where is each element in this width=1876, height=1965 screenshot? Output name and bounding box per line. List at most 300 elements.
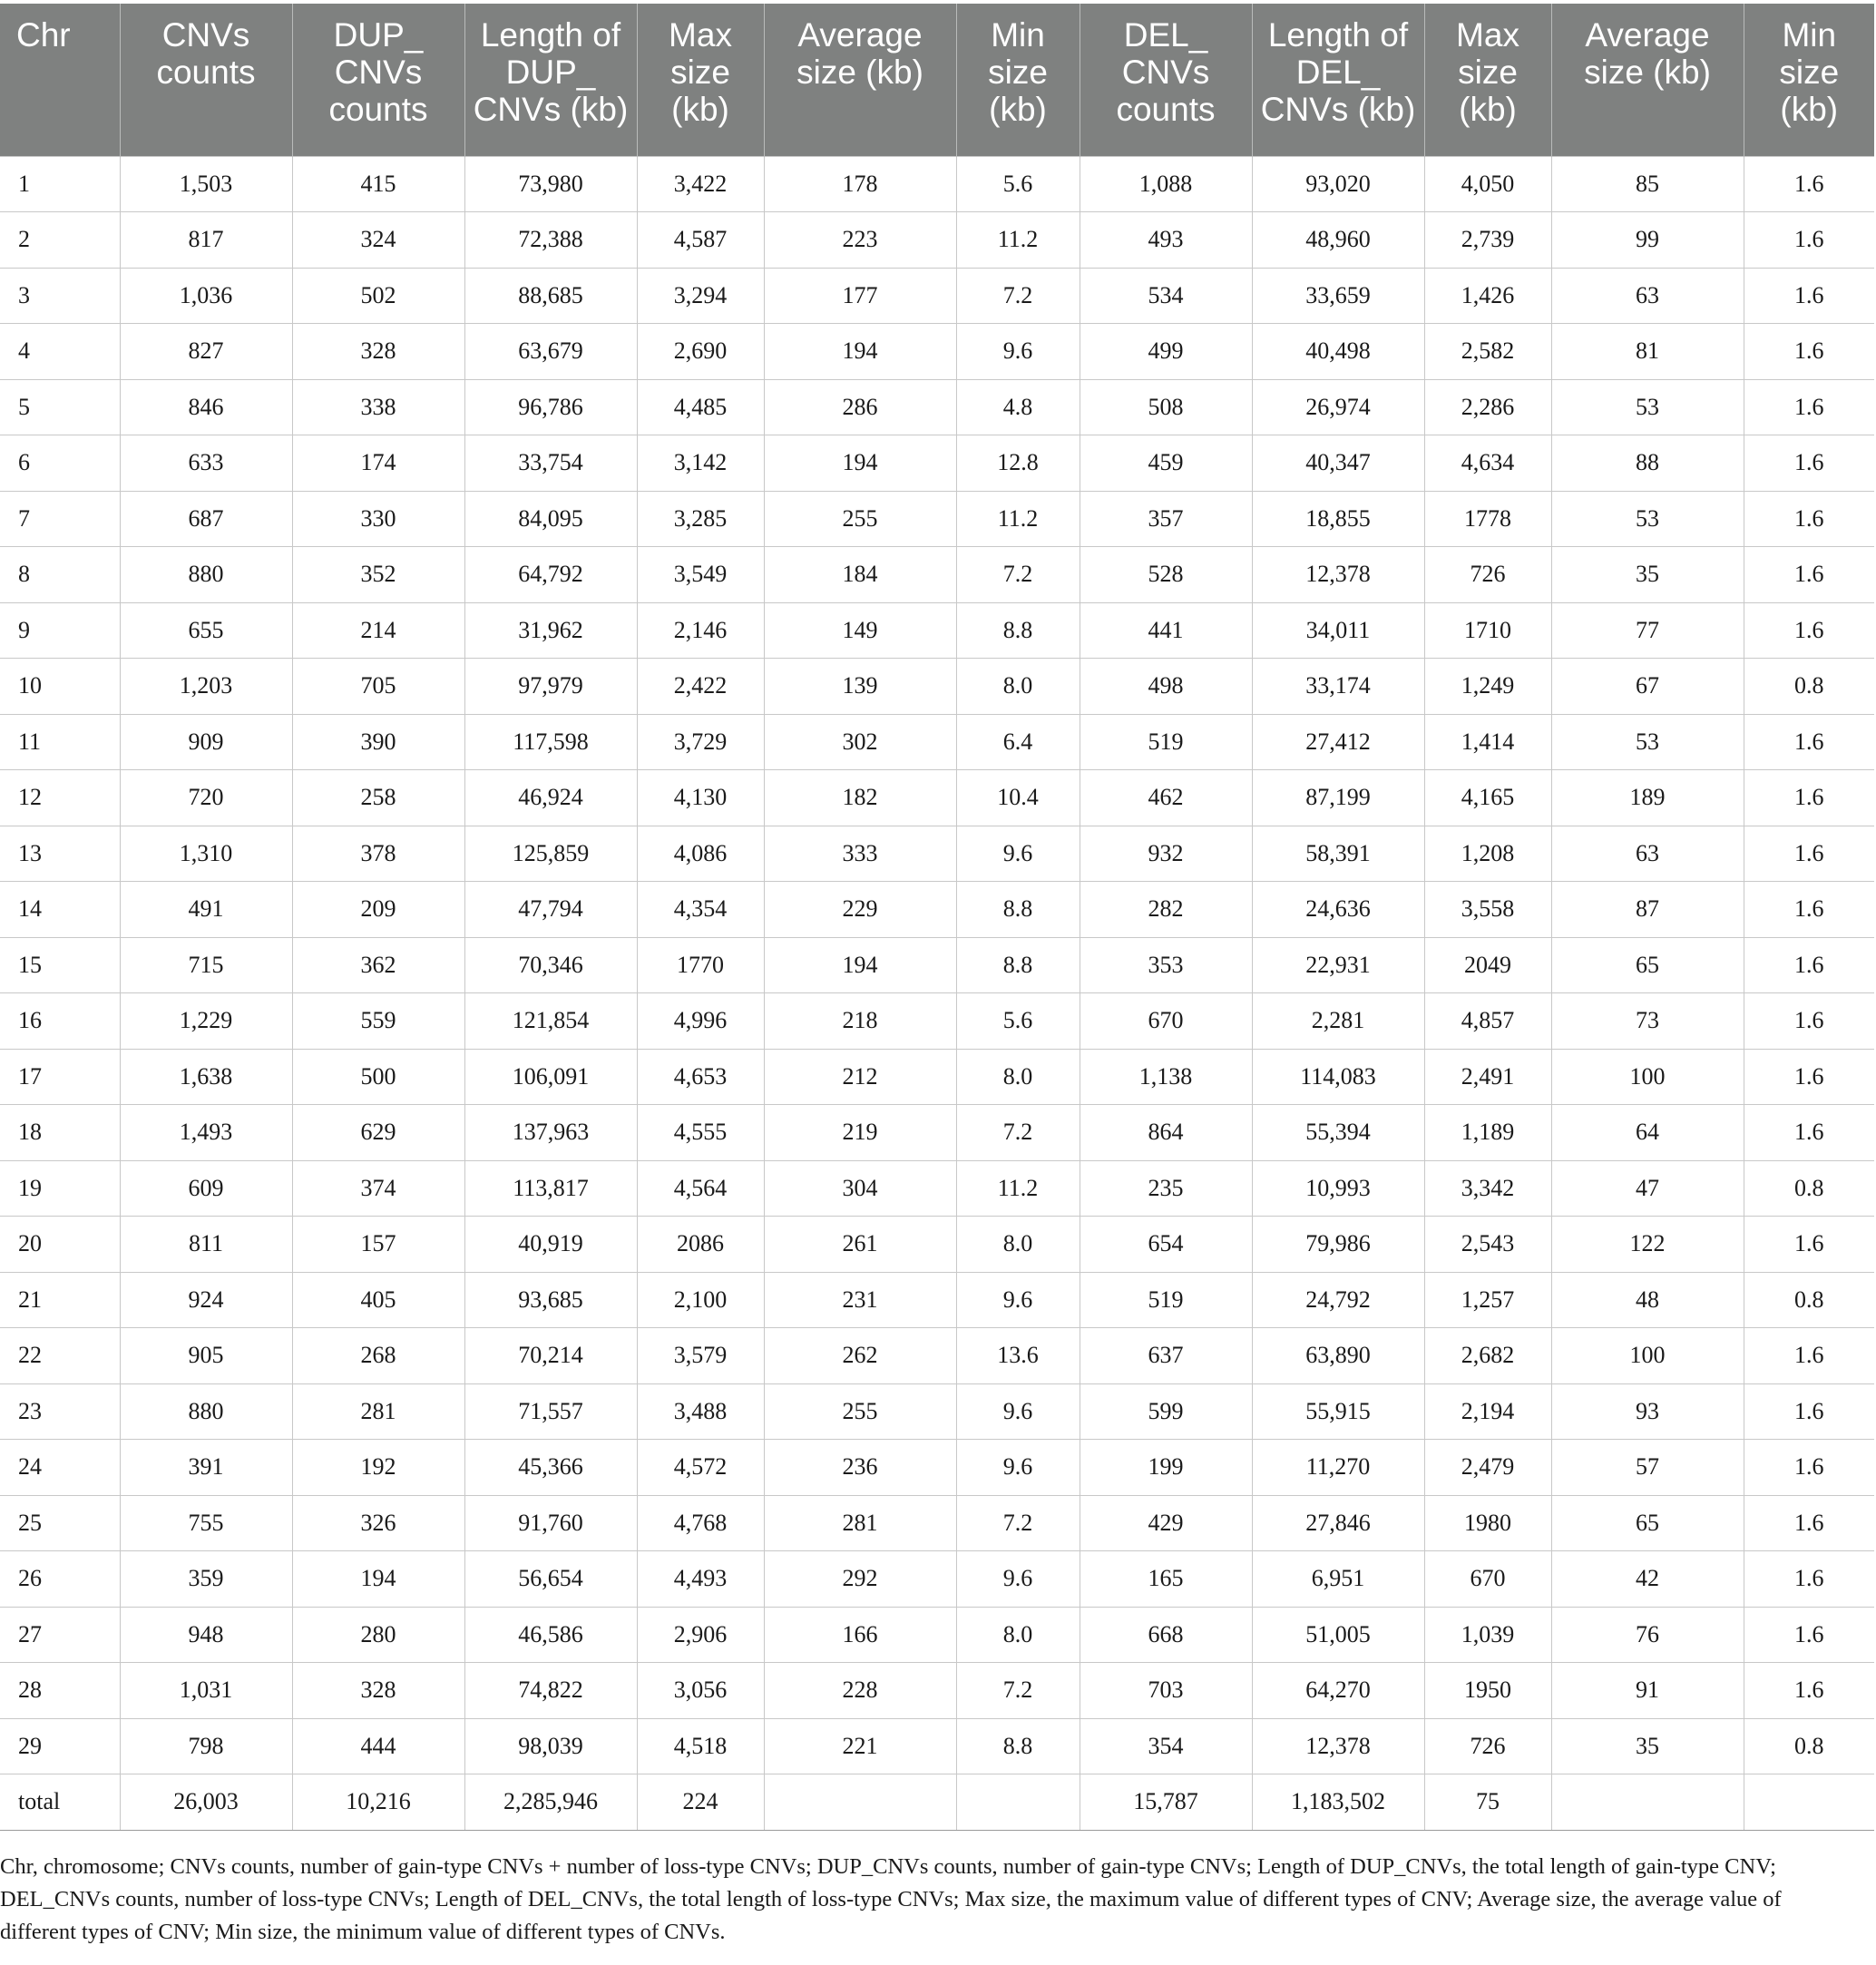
table-row	[0, 1328, 1874, 1384]
chromosome-cell: 5	[0, 379, 120, 435]
table-cell: 15,787	[1080, 1774, 1252, 1831]
chromosome-cell: 13	[0, 826, 120, 882]
table-row	[0, 602, 1874, 659]
table-cell: 948	[120, 1607, 292, 1663]
chromosome-cell: 25	[0, 1495, 120, 1551]
table-cell: 528	[1080, 547, 1252, 603]
table-cell: 189	[1551, 770, 1744, 826]
chromosome-cell: 12	[0, 770, 120, 826]
table-cell: 236	[764, 1440, 956, 1496]
table-row	[0, 714, 1874, 770]
table-cell: 5.6	[956, 993, 1080, 1050]
table-cell: 57	[1551, 1440, 1744, 1496]
column-header: Chr	[0, 4, 120, 156]
table-cell: 91	[1551, 1663, 1744, 1719]
table-row	[0, 1663, 1874, 1719]
table-cell: 880	[120, 547, 292, 603]
table-cell: 18,855	[1252, 491, 1424, 547]
chromosome-cell: 20	[0, 1217, 120, 1273]
table-cell: 302	[764, 714, 956, 770]
table-cell: 0.8	[1744, 1718, 1874, 1774]
table-cell: 149	[764, 602, 956, 659]
chromosome-cell: 29	[0, 1718, 120, 1774]
cnv-summary-table-container	[0, 4, 1876, 1831]
table-cell: 40,919	[464, 1217, 637, 1273]
table-cell: 508	[1080, 379, 1252, 435]
table-cell: 353	[1080, 937, 1252, 993]
table-body	[0, 156, 1874, 1830]
column-header: Min size (kb)	[1744, 4, 1874, 156]
table-cell: 70,214	[464, 1328, 637, 1384]
table-cell: 53	[1551, 491, 1744, 547]
table-cell: 268	[292, 1328, 464, 1384]
table-cell: 4,653	[637, 1049, 764, 1105]
table-cell: 3,579	[637, 1328, 764, 1384]
table-row	[0, 379, 1874, 435]
table-cell: 715	[120, 937, 292, 993]
table-cell: 122	[1551, 1217, 1744, 1273]
table-cell: 96,786	[464, 379, 637, 435]
table-cell: 362	[292, 937, 464, 993]
table-cell: 441	[1080, 602, 1252, 659]
table-cell: 333	[764, 826, 956, 882]
table-row	[0, 268, 1874, 324]
table-cell: 4,572	[637, 1440, 764, 1496]
table-cell: 48	[1551, 1272, 1744, 1328]
table-cell: 2,286	[1424, 379, 1551, 435]
table-cell: 2,285,946	[464, 1774, 637, 1831]
table-cell: 668	[1080, 1607, 1252, 1663]
table-cell: 10,993	[1252, 1160, 1424, 1217]
table-cell: 166	[764, 1607, 956, 1663]
table-cell: 1,203	[120, 659, 292, 715]
table-cell: 811	[120, 1217, 292, 1273]
table-cell: 7.2	[956, 1105, 1080, 1161]
table-cell: 13.6	[956, 1328, 1080, 1384]
table-cell: 184	[764, 547, 956, 603]
table-cell: 97,979	[464, 659, 637, 715]
table-cell: 93	[1551, 1383, 1744, 1440]
table-cell: 609	[120, 1160, 292, 1217]
table-cell: 6,951	[1252, 1551, 1424, 1608]
table-cell: 534	[1080, 268, 1252, 324]
table-row	[0, 1607, 1874, 1663]
table-cell: 2,491	[1424, 1049, 1551, 1105]
table-cell: 1,088	[1080, 156, 1252, 212]
table-cell: 281	[292, 1383, 464, 1440]
table-cell: 462	[1080, 770, 1252, 826]
table-cell: 174	[292, 435, 464, 492]
table-cell: 909	[120, 714, 292, 770]
table-cell: 3,558	[1424, 882, 1551, 938]
table-cell: 1,638	[120, 1049, 292, 1105]
table-cell: 491	[120, 882, 292, 938]
table-cell: 498	[1080, 659, 1252, 715]
table-cell: 378	[292, 826, 464, 882]
table-cell: 755	[120, 1495, 292, 1551]
table-cell: 33,659	[1252, 268, 1424, 324]
table-cell: 8.8	[956, 882, 1080, 938]
table-cell: 1.6	[1744, 435, 1874, 492]
table-cell: 194	[764, 435, 956, 492]
table-row	[0, 1551, 1874, 1608]
table-cell: 8.0	[956, 1607, 1080, 1663]
chromosome-cell: 6	[0, 435, 120, 492]
table-cell: 178	[764, 156, 956, 212]
table-cell: 235	[1080, 1160, 1252, 1217]
table-cell: 34,011	[1252, 602, 1424, 659]
table-cell: 1,229	[120, 993, 292, 1050]
table-cell: 51,005	[1252, 1607, 1424, 1663]
chromosome-cell: 10	[0, 659, 120, 715]
table-cell: 261	[764, 1217, 956, 1273]
table-cell: 8.0	[956, 1217, 1080, 1273]
table-cell: 1,138	[1080, 1049, 1252, 1105]
table-cell: 2,100	[637, 1272, 764, 1328]
table-cell: 139	[764, 659, 956, 715]
table-row	[0, 435, 1874, 492]
table-cell: 4,518	[637, 1718, 764, 1774]
table-cell: 798	[120, 1718, 292, 1774]
table-cell: 4,354	[637, 882, 764, 938]
table-cell: 1.6	[1744, 714, 1874, 770]
table-row	[0, 212, 1874, 269]
table-cell: 24,792	[1252, 1272, 1424, 1328]
chromosome-cell: 17	[0, 1049, 120, 1105]
chromosome-cell: 24	[0, 1440, 120, 1496]
chromosome-cell: 27	[0, 1607, 120, 1663]
table-cell: 223	[764, 212, 956, 269]
table-cell: 209	[292, 882, 464, 938]
table-cell: 500	[292, 1049, 464, 1105]
table-row	[0, 770, 1874, 826]
table-cell: 12,378	[1252, 1718, 1424, 1774]
table-cell: 1.6	[1744, 212, 1874, 269]
table-cell: 415	[292, 156, 464, 212]
table-cell: 0.8	[1744, 1272, 1874, 1328]
table-cell: 9.6	[956, 1440, 1080, 1496]
table-cell: 214	[292, 602, 464, 659]
table-cell: 4,050	[1424, 156, 1551, 212]
chromosome-cell: 1	[0, 156, 120, 212]
table-cell: 33,754	[464, 435, 637, 492]
table-cell: 1.6	[1744, 547, 1874, 603]
table-cell: 1950	[1424, 1663, 1551, 1719]
table-cell: 2,906	[637, 1607, 764, 1663]
table-cell: 493	[1080, 212, 1252, 269]
table-cell: 63,890	[1252, 1328, 1424, 1384]
table-cell: 3,729	[637, 714, 764, 770]
table-cell: 26,974	[1252, 379, 1424, 435]
table-cell: 199	[1080, 1440, 1252, 1496]
table-cell: 177	[764, 268, 956, 324]
table-cell: 182	[764, 770, 956, 826]
table-cell: 599	[1080, 1383, 1252, 1440]
table-row	[0, 1160, 1874, 1217]
table-cell: 1.6	[1744, 770, 1874, 826]
table-cell: 76	[1551, 1607, 1744, 1663]
table-cell: 229	[764, 882, 956, 938]
table-row	[0, 993, 1874, 1050]
table-cell: 53	[1551, 714, 1744, 770]
table-cell: 46,924	[464, 770, 637, 826]
table-cell: 63	[1551, 826, 1744, 882]
table-cell: 2,582	[1424, 324, 1551, 380]
table-cell: 9.6	[956, 324, 1080, 380]
table-cell: 499	[1080, 324, 1252, 380]
table-cell: 42	[1551, 1551, 1744, 1608]
table-cell: 106,091	[464, 1049, 637, 1105]
table-cell: 1,189	[1424, 1105, 1551, 1161]
table-row	[0, 156, 1874, 212]
chromosome-cell: 18	[0, 1105, 120, 1161]
table-cell: 1.6	[1744, 268, 1874, 324]
table-cell: 1.6	[1744, 1105, 1874, 1161]
table-cell: 33,174	[1252, 659, 1424, 715]
table-cell: 53	[1551, 379, 1744, 435]
table-cell: 85	[1551, 156, 1744, 212]
table-cell	[1744, 1774, 1874, 1831]
table-cell: 93,685	[464, 1272, 637, 1328]
chromosome-cell: 8	[0, 547, 120, 603]
table-cell: 4,587	[637, 212, 764, 269]
table-cell: 11,270	[1252, 1440, 1424, 1496]
chromosome-cell: 14	[0, 882, 120, 938]
table-cell: 8.8	[956, 602, 1080, 659]
table-cell: 286	[764, 379, 956, 435]
table-cell: 9.6	[956, 1383, 1080, 1440]
table-cell: 1980	[1424, 1495, 1551, 1551]
column-header: DEL_ CNVs counts	[1080, 4, 1252, 156]
table-cell: 113,817	[464, 1160, 637, 1217]
table-cell: 359	[120, 1551, 292, 1608]
table-cell: 687	[120, 491, 292, 547]
table-cell: 655	[120, 602, 292, 659]
table-cell: 64,792	[464, 547, 637, 603]
table-cell: 328	[292, 324, 464, 380]
table-cell: 10.4	[956, 770, 1080, 826]
table-cell: 45,366	[464, 1440, 637, 1496]
table-cell: 228	[764, 1663, 956, 1719]
table-cell: 100	[1551, 1049, 1744, 1105]
table-cell: 846	[120, 379, 292, 435]
table-cell: 6.4	[956, 714, 1080, 770]
table-cell: 64	[1551, 1105, 1744, 1161]
table-cell: 3,142	[637, 435, 764, 492]
table-cell: 1770	[637, 937, 764, 993]
table-cell: 70,346	[464, 937, 637, 993]
table-cell: 3,549	[637, 547, 764, 603]
table-cell: 93,020	[1252, 156, 1424, 212]
table-cell: 654	[1080, 1217, 1252, 1273]
table-cell: 3,342	[1424, 1160, 1551, 1217]
table-header	[0, 4, 1874, 156]
table-cell: 24,636	[1252, 882, 1424, 938]
table-cell: 405	[292, 1272, 464, 1328]
table-cell: 2,281	[1252, 993, 1424, 1050]
table-cell: 7.2	[956, 547, 1080, 603]
table-cell: 2,479	[1424, 1440, 1551, 1496]
table-cell: 125,859	[464, 826, 637, 882]
table-cell: 559	[292, 993, 464, 1050]
table-row	[0, 547, 1874, 603]
table-cell: 65	[1551, 1495, 1744, 1551]
table-cell: 231	[764, 1272, 956, 1328]
table-cell: 1778	[1424, 491, 1551, 547]
table-cell: 73	[1551, 993, 1744, 1050]
table-cell: 4,634	[1424, 435, 1551, 492]
chromosome-cell: 22	[0, 1328, 120, 1384]
table-cell: 218	[764, 993, 956, 1050]
table-row	[0, 937, 1874, 993]
table-cell: 3,294	[637, 268, 764, 324]
chromosome-cell: 11	[0, 714, 120, 770]
chromosome-cell: 19	[0, 1160, 120, 1217]
table-cell: 1,036	[120, 268, 292, 324]
table-cell: 1.6	[1744, 1049, 1874, 1105]
table-cell: 354	[1080, 1718, 1252, 1774]
table-row	[0, 659, 1874, 715]
cnv-summary-table	[0, 4, 1874, 1831]
table-cell: 7.2	[956, 1663, 1080, 1719]
table-cell: 98,039	[464, 1718, 637, 1774]
chromosome-cell: 2	[0, 212, 120, 269]
table-cell: 12,378	[1252, 547, 1424, 603]
chromosome-cell: 16	[0, 993, 120, 1050]
table-cell: 192	[292, 1440, 464, 1496]
table-cell: 3,056	[637, 1663, 764, 1719]
table-cell: 1,426	[1424, 268, 1551, 324]
table-cell: 2,690	[637, 324, 764, 380]
table-cell: 48,960	[1252, 212, 1424, 269]
table-cell: 2,682	[1424, 1328, 1551, 1384]
table-cell	[764, 1774, 956, 1831]
table-cell: 9.6	[956, 826, 1080, 882]
table-cell: 280	[292, 1607, 464, 1663]
table-cell: 4,493	[637, 1551, 764, 1608]
table-cell: 72,388	[464, 212, 637, 269]
table-cell: 1.6	[1744, 1663, 1874, 1719]
table-cell: 2086	[637, 1217, 764, 1273]
total-row	[0, 1774, 1874, 1831]
table-cell: 827	[120, 324, 292, 380]
table-cell: 324	[292, 212, 464, 269]
table-cell: 670	[1080, 993, 1252, 1050]
table-row	[0, 882, 1874, 938]
table-cell: 1.6	[1744, 602, 1874, 659]
table-cell: 77	[1551, 602, 1744, 659]
table-cell: 4,555	[637, 1105, 764, 1161]
table-cell: 1,503	[120, 156, 292, 212]
table-cell: 22,931	[1252, 937, 1424, 993]
table-cell: 905	[120, 1328, 292, 1384]
table-cell: 121,854	[464, 993, 637, 1050]
table-cell: 255	[764, 491, 956, 547]
table-cell: 330	[292, 491, 464, 547]
chromosome-cell: 4	[0, 324, 120, 380]
table-cell: 27,846	[1252, 1495, 1424, 1551]
table-cell: 194	[292, 1551, 464, 1608]
table-cell: 2049	[1424, 937, 1551, 993]
table-cell	[1551, 1774, 1744, 1831]
table-cell: 64,270	[1252, 1663, 1424, 1719]
table-cell: 1.6	[1744, 1328, 1874, 1384]
column-header: Max size (kb)	[637, 4, 764, 156]
table-cell: 1.6	[1744, 882, 1874, 938]
table-cell: 47	[1551, 1160, 1744, 1217]
table-cell: 63	[1551, 268, 1744, 324]
table-cell: 670	[1424, 1551, 1551, 1608]
table-cell: 338	[292, 379, 464, 435]
table-cell: 880	[120, 1383, 292, 1440]
chromosome-cell: total	[0, 1774, 120, 1831]
table-cell: 1.6	[1744, 324, 1874, 380]
table-cell: 1710	[1424, 602, 1551, 659]
table-cell: 87	[1551, 882, 1744, 938]
table-cell: 502	[292, 268, 464, 324]
chromosome-cell: 9	[0, 602, 120, 659]
table-cell: 1.6	[1744, 1383, 1874, 1440]
chromosome-cell: 3	[0, 268, 120, 324]
table-cell: 65	[1551, 937, 1744, 993]
table-cell: 46,586	[464, 1607, 637, 1663]
table-cell: 390	[292, 714, 464, 770]
table-cell: 224	[637, 1774, 764, 1831]
table-cell: 3,422	[637, 156, 764, 212]
table-cell: 1,183,502	[1252, 1774, 1424, 1831]
table-cell: 8.0	[956, 1049, 1080, 1105]
table-cell: 1,493	[120, 1105, 292, 1161]
table-cell: 35	[1551, 1718, 1744, 1774]
table-cell: 114,083	[1252, 1049, 1424, 1105]
table-cell: 212	[764, 1049, 956, 1105]
table-cell: 1,039	[1424, 1607, 1551, 1663]
table-cell: 35	[1551, 547, 1744, 603]
table-cell: 99	[1551, 212, 1744, 269]
table-row	[0, 1272, 1874, 1328]
chromosome-cell: 26	[0, 1551, 120, 1608]
table-row	[0, 1217, 1874, 1273]
table-row	[0, 826, 1874, 882]
table-cell: 1.6	[1744, 993, 1874, 1050]
table-cell: 637	[1080, 1328, 1252, 1384]
column-header: Length of DEL_ CNVs (kb)	[1252, 4, 1424, 156]
table-row	[0, 1105, 1874, 1161]
table-cell: 4,768	[637, 1495, 764, 1551]
column-header: Average size (kb)	[764, 4, 956, 156]
table-cell: 4,130	[637, 770, 764, 826]
table-cell: 459	[1080, 435, 1252, 492]
table-cell: 292	[764, 1551, 956, 1608]
table-cell: 31,962	[464, 602, 637, 659]
table-cell: 79,986	[1252, 1217, 1424, 1273]
table-cell: 629	[292, 1105, 464, 1161]
table-cell: 2,422	[637, 659, 764, 715]
table-cell: 100	[1551, 1328, 1744, 1384]
table-cell: 55,915	[1252, 1383, 1424, 1440]
table-cell: 1.6	[1744, 1495, 1874, 1551]
table-cell: 194	[764, 937, 956, 993]
table-cell: 165	[1080, 1551, 1252, 1608]
table-cell: 444	[292, 1718, 464, 1774]
table-row	[0, 1495, 1874, 1551]
table-cell: 864	[1080, 1105, 1252, 1161]
table-cell: 374	[292, 1160, 464, 1217]
table-cell: 87,199	[1252, 770, 1424, 826]
column-header: Max size (kb)	[1424, 4, 1551, 156]
chromosome-cell: 15	[0, 937, 120, 993]
table-row	[0, 1049, 1874, 1105]
